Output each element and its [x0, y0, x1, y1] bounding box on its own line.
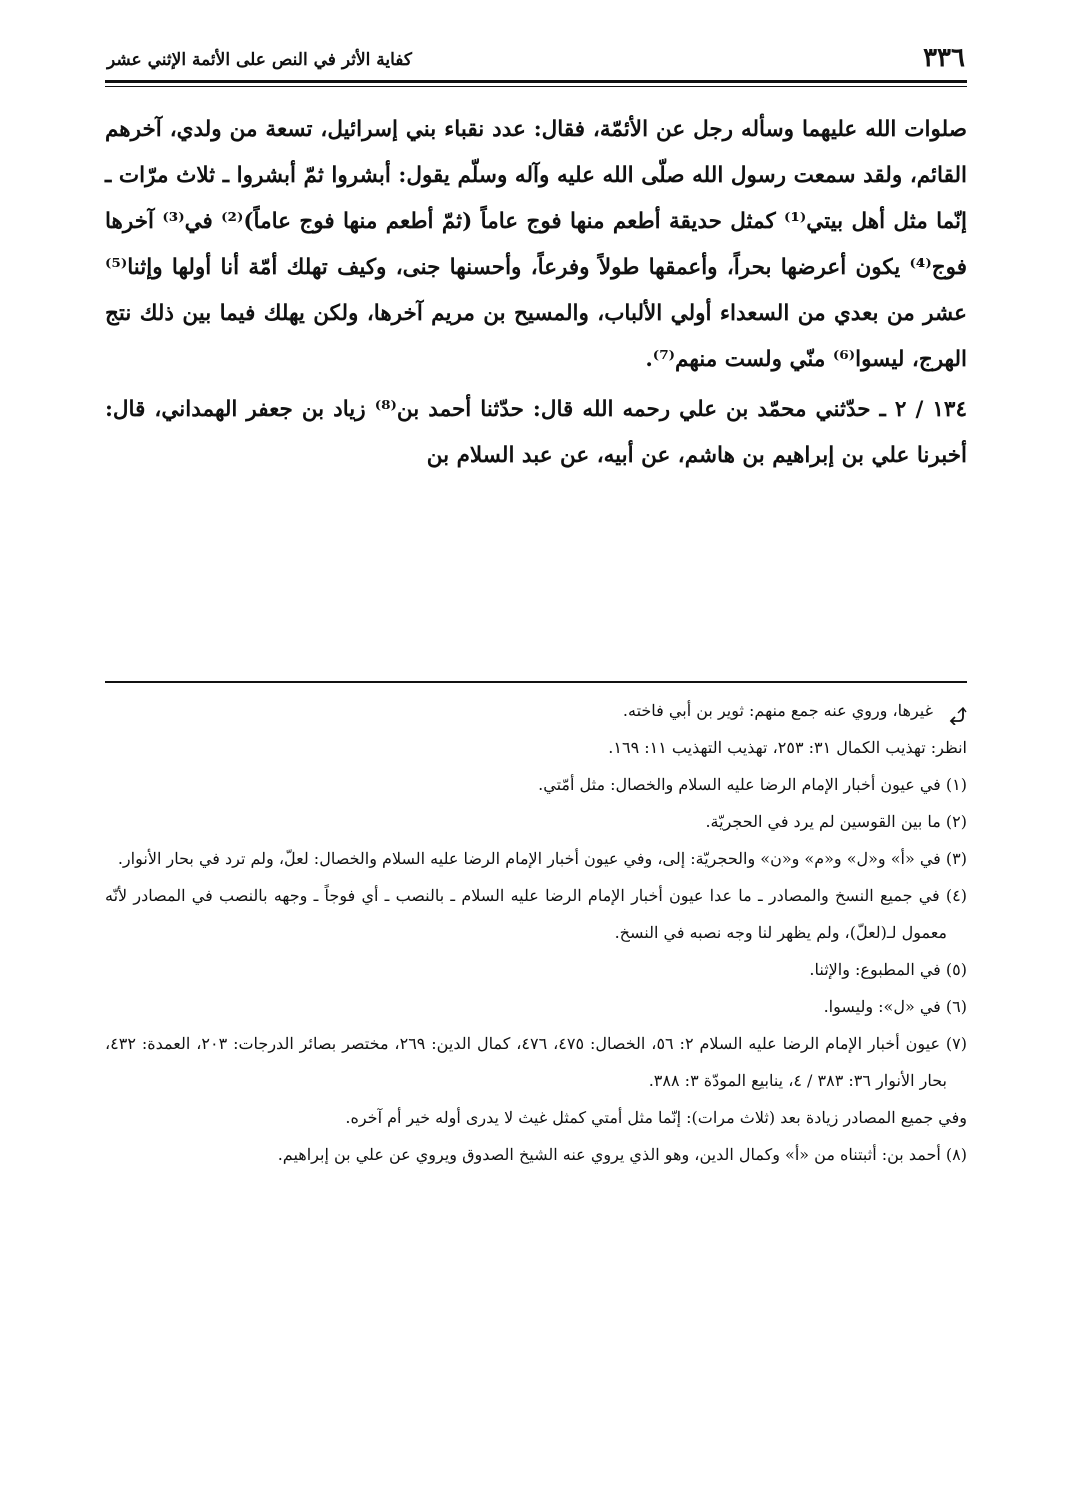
- book-page: [105, 36, 967, 1466]
- footnote-item: (٣) في «أ» و«ل» و«م» و«ن» والحجريّة: إلى، وفي عيون أخبار الإمام الرضا عليه السلام والخصال: لعلّ، ولم ترد في بحار الأنوار.: [117, 849, 967, 868]
- header-rule-thin: [105, 86, 967, 87]
- footnote-item: انظر: تهذيب الكمال ٣١: ٢٥٣، تهذيب التهذيب ١١: ١٦٩.: [608, 738, 967, 757]
- footnote-item: (٨) أحمد بن: أثبتناه من «أ» وكمال الدين، وهو الذي يروي عنه الشيخ الصدوق ويروي عن علي بن إبراهيم.: [277, 1145, 967, 1164]
- main-text: [105, 107, 967, 479]
- footnote-item: (١) في عيون أخبار الإمام الرضا عليه السلام والخصال: مثل أمّتي.: [538, 775, 967, 794]
- continuation-arrow-icon: [947, 701, 967, 721]
- footnote-item: (٦) في «ل»: وليسوا.: [823, 997, 967, 1016]
- footnote-continued: [105, 692, 967, 729]
- hadith-paragraph: ١٣٤ / ٢ ـ حدّثني محمّد بن علي رحمه الله قال: حدّثنا أحمد بن⁽⁸⁾ زياد بن جعفر الهمداني، قال: أخبرنا علي بن إبراهيم بن هاشم، عن أبيه، عن عبد السلام بن: [105, 397, 967, 468]
- footnote-item: (٥) في المطبوع: والإثنا.: [809, 960, 967, 979]
- footnotes: [105, 692, 967, 1173]
- footnote-item: (٢) ما بين القوسين لم يرد في الحجريّة.: [705, 812, 967, 831]
- footnote-separator: [105, 681, 967, 683]
- footnote-item: (٧) عيون أخبار الإمام الرضا عليه السلام ٢: ٥٦، الخصال: ٤٧٥، ٤٧٦، كمال الدين: ٢٦٩، مختصر بصائر الدرجات: ٢٠٣، العمدة: ٤٣٢، بحار الأنوار ٣٦: ٣٨٣ / ٤، ينابيع المودّة ٣: ٣٨٨.: [105, 1034, 967, 1090]
- running-title: كفاية الأثر في النص على الأئمة الإثني عشر: [107, 50, 413, 70]
- header-rule: [105, 80, 967, 83]
- footnote-continued-text: غيرها، وروي عنه جمع منهم: ثوير بن أبي فاخته.: [622, 701, 933, 720]
- footnote-item: وفي جميع المصادر زيادة بعد (ثلاث مرات): إنّما مثل أمتي كمثل غيث لا يدرى أوله خير أم آخره.: [345, 1108, 967, 1127]
- footnote-item: (٤) في جميع النسخ والمصادر ـ ما عدا عيون أخبار الإمام الرضا عليه السلام ـ بالنصب ـ أي فوجاً ـ وجهه بالنصب في المصادر لأنّه معمول لـ(لعلّ)، ولم يظهر لنا وجه نصبه في النسخ.: [105, 886, 967, 942]
- page-number: ٣٣٦: [923, 43, 965, 73]
- page-header: [105, 36, 967, 72]
- main-paragraph: صلوات الله عليهما وسأله رجل عن الأئمّة، فقال: عدد نقباء بني إسرائيل، تسعة من ولدي، آخرهم القائم، ولقد سمعت رسول الله صلّى الله عليه وآله وسلّم يقول: أبشروا ثمّ أبشروا ـ ثلاث مرّات ـ إنّما مثل أهل بيتي⁽¹⁾ كمثل حديقة أطعم منها فوج عاماً (ثمّ أطعم منها فوج عاماً)⁽²⁾ في⁽³⁾ آخرها فوج⁽⁴⁾ يكون أعرضها بحراً، وأعمقها طولاً وفرعاً، وأحسنها جنى، وكيف تهلك أمّة أنا أولها وإثنا⁽⁵⁾ عشر من بعدي من السعداء أولي الألباب، والمسيح بن مريم آخرها، ولكن يهلك فيما بين ذلك نتج الهرج، ليسوا⁽⁶⁾ منّي ولست منهم⁽⁷⁾.: [105, 117, 968, 372]
